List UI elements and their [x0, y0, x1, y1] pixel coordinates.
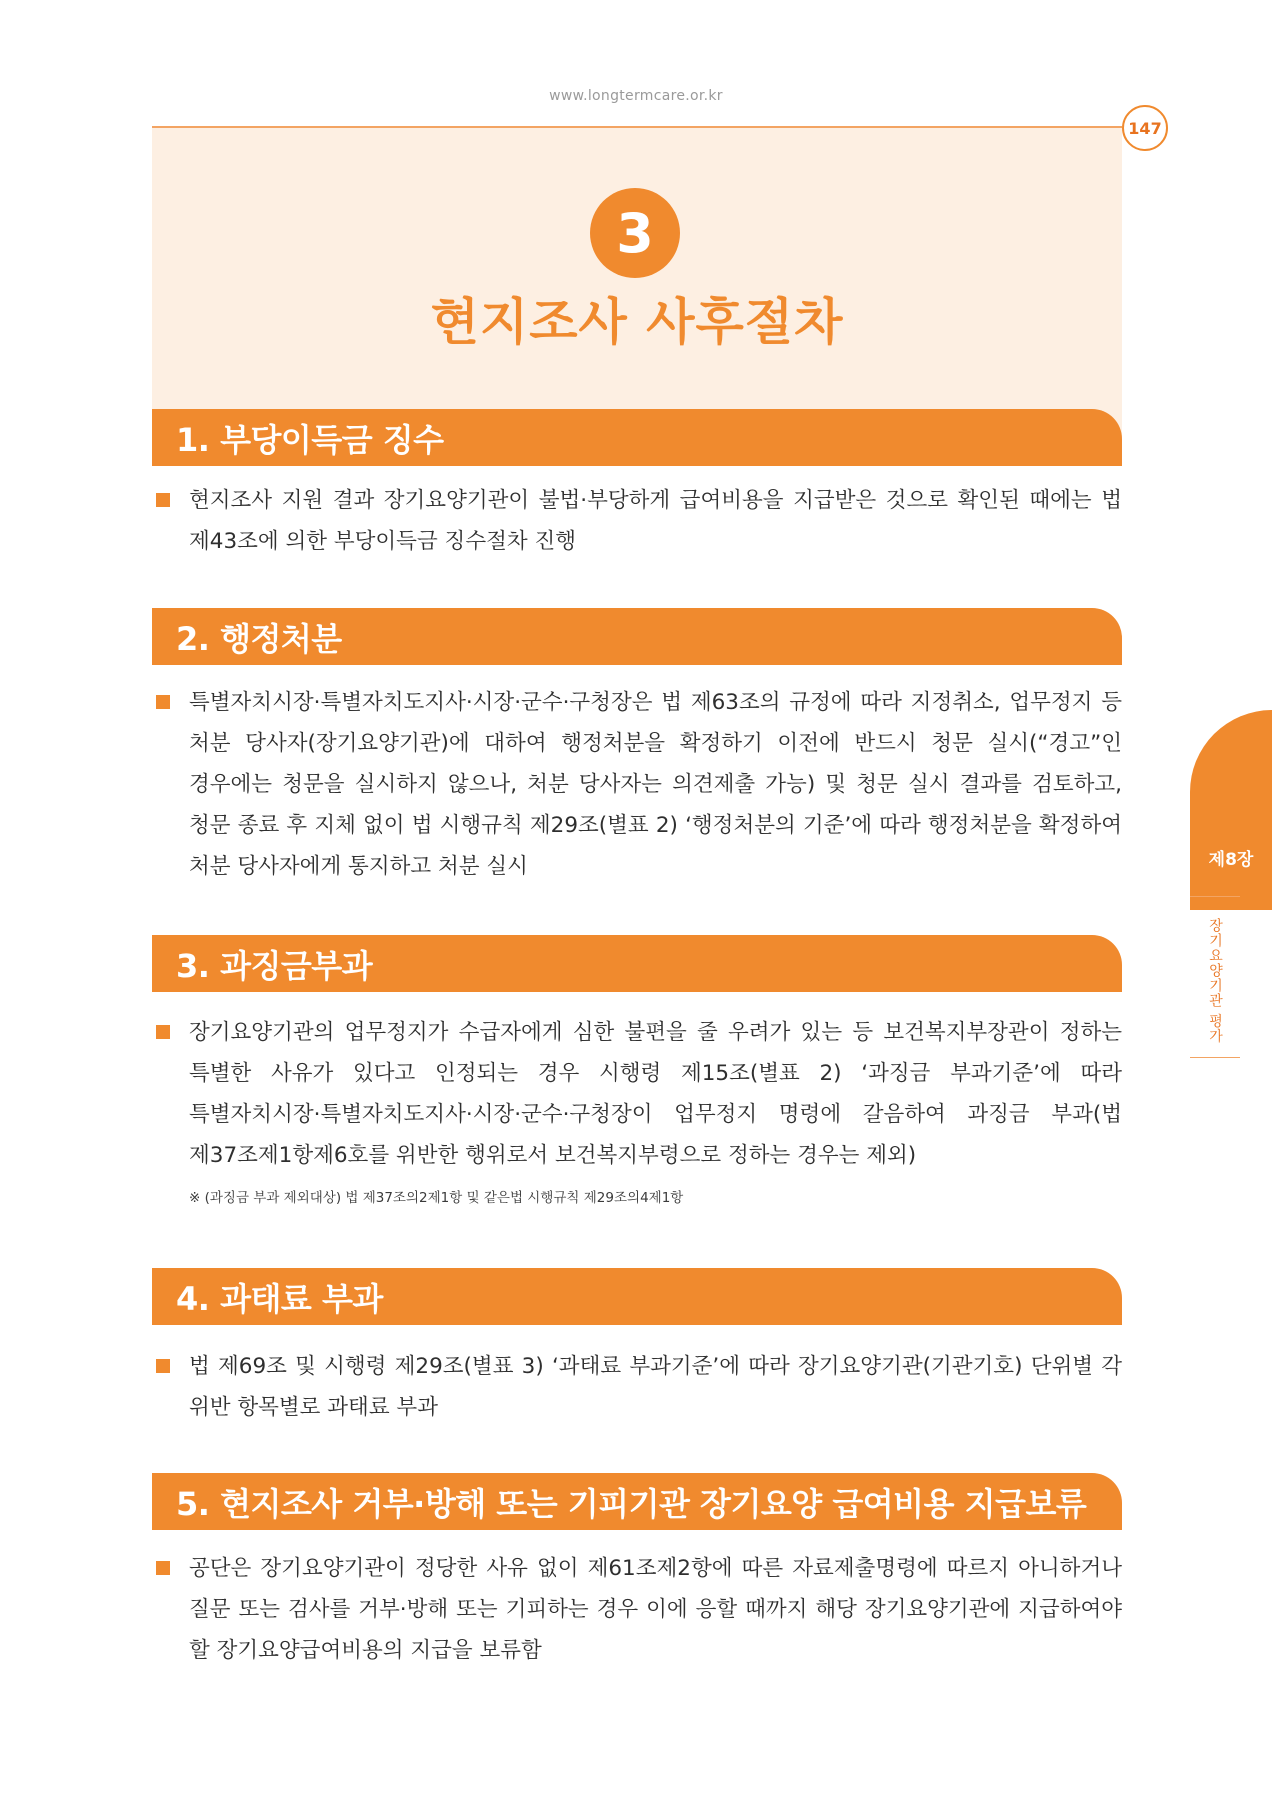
list-item: [152, 480, 1122, 562]
chapter-side-tab: [1190, 710, 1272, 910]
item-text: 장기요양기관의 업무정지가 수급자에게 심한 불편을 줄 우려가 있는 등 보건복지부장관이 정하는 특별한 사유가 있다고 인정되는 경우 시행령 제15조(별표 2) ‘과징금 부과기준’에 따라 특별자치시장·특별자치도지사·시장·군수·구청장이 업무정지 명령에 갈음하여 과징금 부과(법 제37조제1항제6호를 위반한 행위로서 보건복지부령으로 정하는 경우는 제외): [189, 1020, 1122, 1168]
side-subtitle-text: 장기요양기관 평가: [1207, 918, 1223, 1044]
list-item: [152, 682, 1122, 887]
list-item: [152, 1548, 1122, 1671]
item-text: 특별자치시장·특별자치도지사·시장·군수·구청장은 법 제63조의 규정에 따라 지정취소, 업무정지 등 처분 당사자(장기요양기관)에 대하여 행정처분을 확정하기 이전에 반드시 청문 실시(“경고”인 경우에는 청문을 실시하지 않으나, 처분 당사자는 의견제출 가능) 및 청문 실시 결과를 검토하고, 청문 종료 후 지체 없이 법 시행규칙 제29조(별표 2) ‘행정처분의 기준’에 따라 행정처분을 확정하여 처분 당사자에게 통지하고 처분 실시: [189, 690, 1122, 879]
square-bullet-icon: [156, 695, 170, 709]
side-subtitle: [1190, 918, 1240, 1048]
footnote: ※ (과징금 부과 제외대상) 법 제37조의2제1항 및 같은법 시행규칙 제29조의4제1항: [189, 1190, 684, 1206]
list-item: [152, 1012, 1122, 1176]
side-divider: [1190, 1057, 1240, 1058]
chapter-number-badge: 3: [590, 188, 680, 278]
square-bullet-icon: [156, 1359, 170, 1373]
section-heading-3: 3. 과징금부과: [152, 935, 1122, 992]
section-heading-4: 4. 과태료 부과: [152, 1268, 1122, 1325]
site-url: www.longtermcare.or.kr: [549, 88, 723, 104]
list-item: [152, 1346, 1122, 1428]
square-bullet-icon: [156, 1025, 170, 1039]
square-bullet-icon: [156, 493, 170, 507]
page-number: 147: [1122, 105, 1168, 151]
side-chapter-label: 제8장: [1208, 850, 1254, 870]
section-heading-1: 1. 부당이득금 징수: [152, 409, 1122, 466]
side-divider: [1190, 896, 1240, 897]
item-text: 공단은 장기요양기관이 정당한 사유 없이 제61조제2항에 따른 자료제출명령에 따르지 아니하거나 질문 또는 검사를 거부·방해 또는 기피하는 경우 이에 응할 때까지 해당 장기요양기관에 지급하여야 할 장기요양급여비용의 지급을 보류함: [189, 1556, 1122, 1663]
item-text: 법 제69조 및 시행령 제29조(별표 3) ‘과태료 부과기준’에 따라 장기요양기관(기관기호) 단위별 각 위반 항목별로 과태료 부과: [189, 1354, 1122, 1420]
chapter-title: 현지조사 사후절차: [430, 293, 844, 351]
section-heading-2: 2. 행정처분: [152, 608, 1122, 665]
item-text: 현지조사 지원 결과 장기요양기관이 불법·부당하게 급여비용을 지급받은 것으로 확인된 때에는 법 제43조에 의한 부당이득금 징수절차 진행: [189, 488, 1122, 554]
section-heading-5: 5. 현지조사 거부·방해 또는 기피기관 장기요양 급여비용 지급보류: [152, 1473, 1122, 1530]
square-bullet-icon: [156, 1561, 170, 1575]
